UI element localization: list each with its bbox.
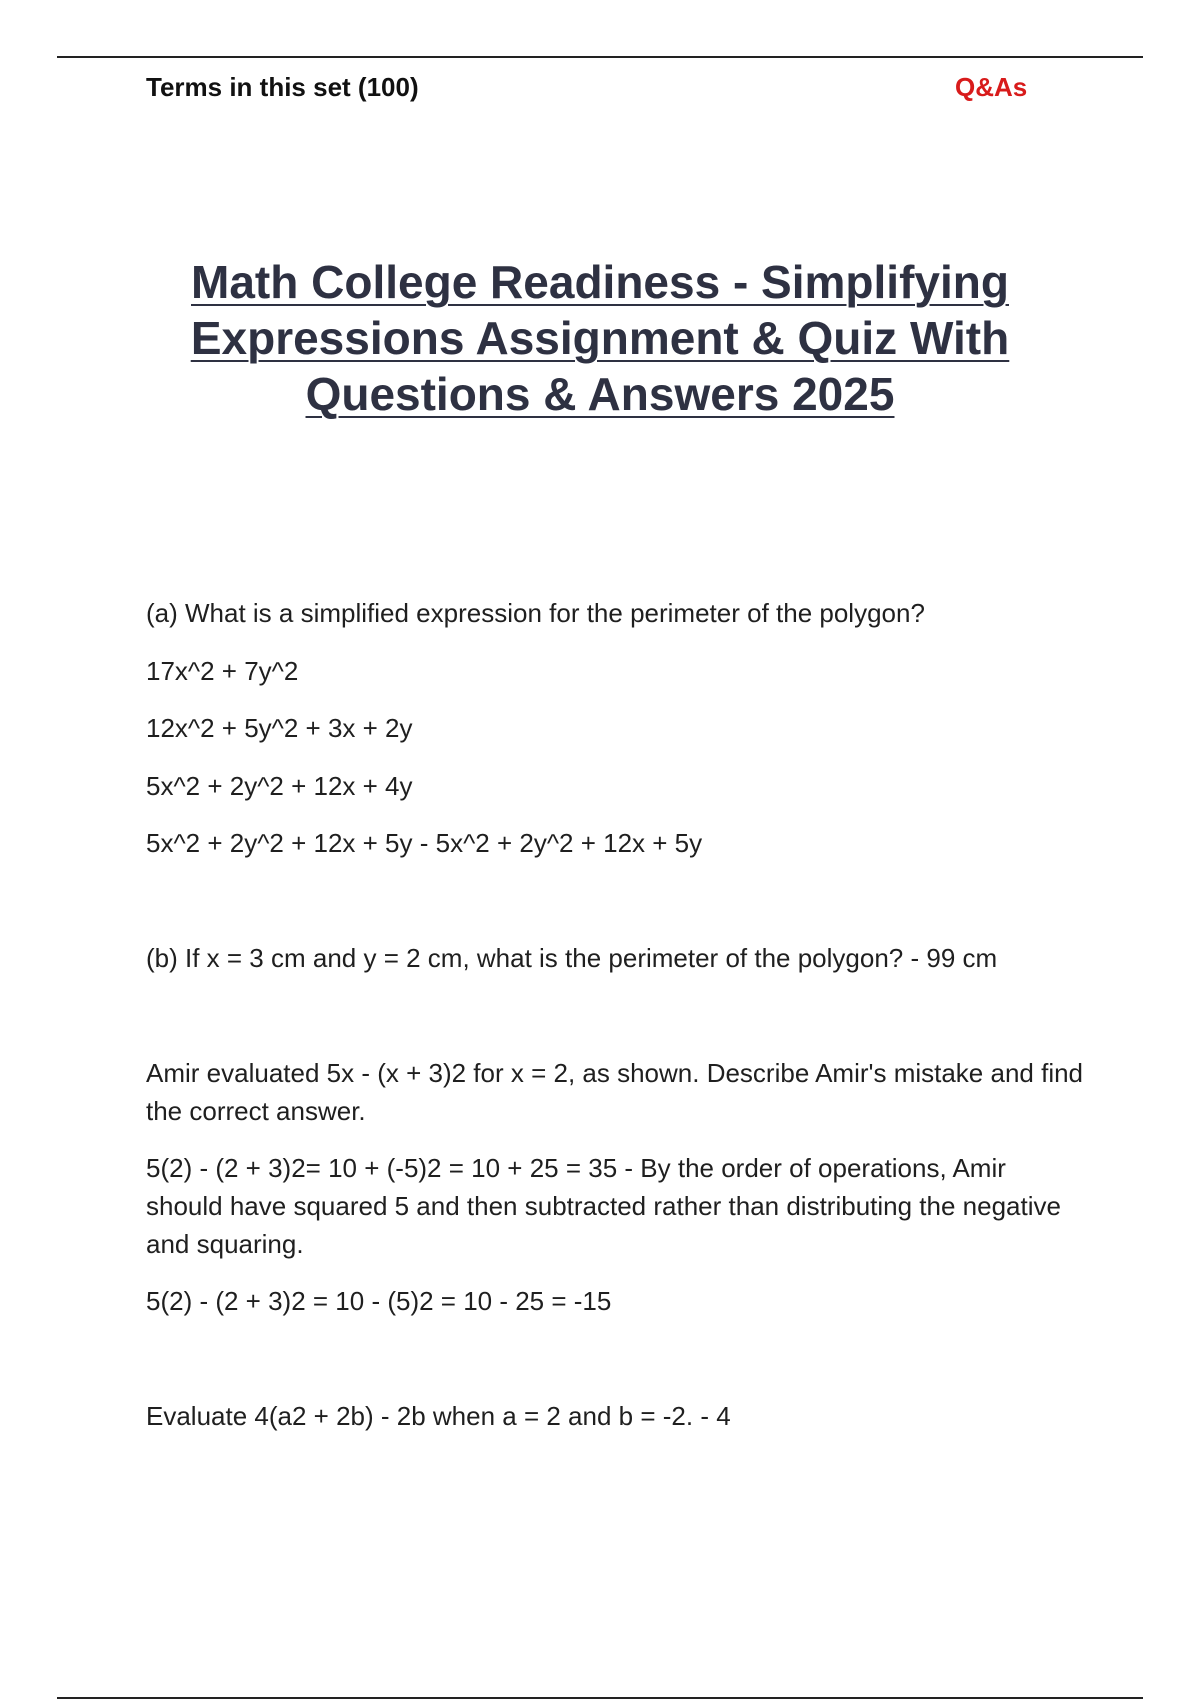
bottom-divider <box>57 1697 1143 1699</box>
answer-option-3: 5x^2 + 2y^2 + 12x + 4y <box>146 771 413 801</box>
page-title <box>100 254 1100 422</box>
question-evaluate: Evaluate 4(a2 + 2b) - 2b when a = 2 and b = -2. - 4 <box>146 1401 731 1431</box>
answer-amir: 5(2) - (2 + 3)2= 10 + (-5)2 = 10 + 25 = 35 - By the order of operations, Amir should have squared 5 and then subtracted rather than distributing the negative and squaring. <box>146 1153 1061 1259</box>
question-b: (b) If x = 3 cm and y = 2 cm, what is the perimeter of the polygon? - 99 cm <box>146 943 998 973</box>
top-divider <box>57 56 1143 58</box>
correction-amir: 5(2) - (2 + 3)2 = 10 - (5)2 = 10 - 25 = -15 <box>146 1286 612 1316</box>
question-a <box>146 594 1086 632</box>
qas-badge: Q&As <box>955 72 1028 102</box>
answer-option-2: 12x^2 + 5y^2 + 3x + 2y <box>146 713 413 743</box>
title-line-1: Math College Readiness - Simplifying <box>191 256 1009 308</box>
title-line-2: Expressions Assignment & Quiz With <box>190 312 1010 364</box>
question-amir: Amir evaluated 5x - (x + 3)2 for x = 2, as shown. Describe Amir's mistake and find the correct answer. <box>146 1058 1084 1126</box>
title-line-3: Questions & Answers 2025 <box>305 368 895 420</box>
terms-count-label: Terms in this set (100) <box>146 72 419 102</box>
question-a-text: (a) What is a simplified expression for the perimeter of the polygon? <box>146 598 925 628</box>
answer-option-1: 17x^2 + 7y^2 <box>146 656 299 686</box>
answer-option-4: 5x^2 + 2y^2 + 12x + 5y - 5x^2 + 2y^2 + 12x + 5y <box>146 828 703 858</box>
